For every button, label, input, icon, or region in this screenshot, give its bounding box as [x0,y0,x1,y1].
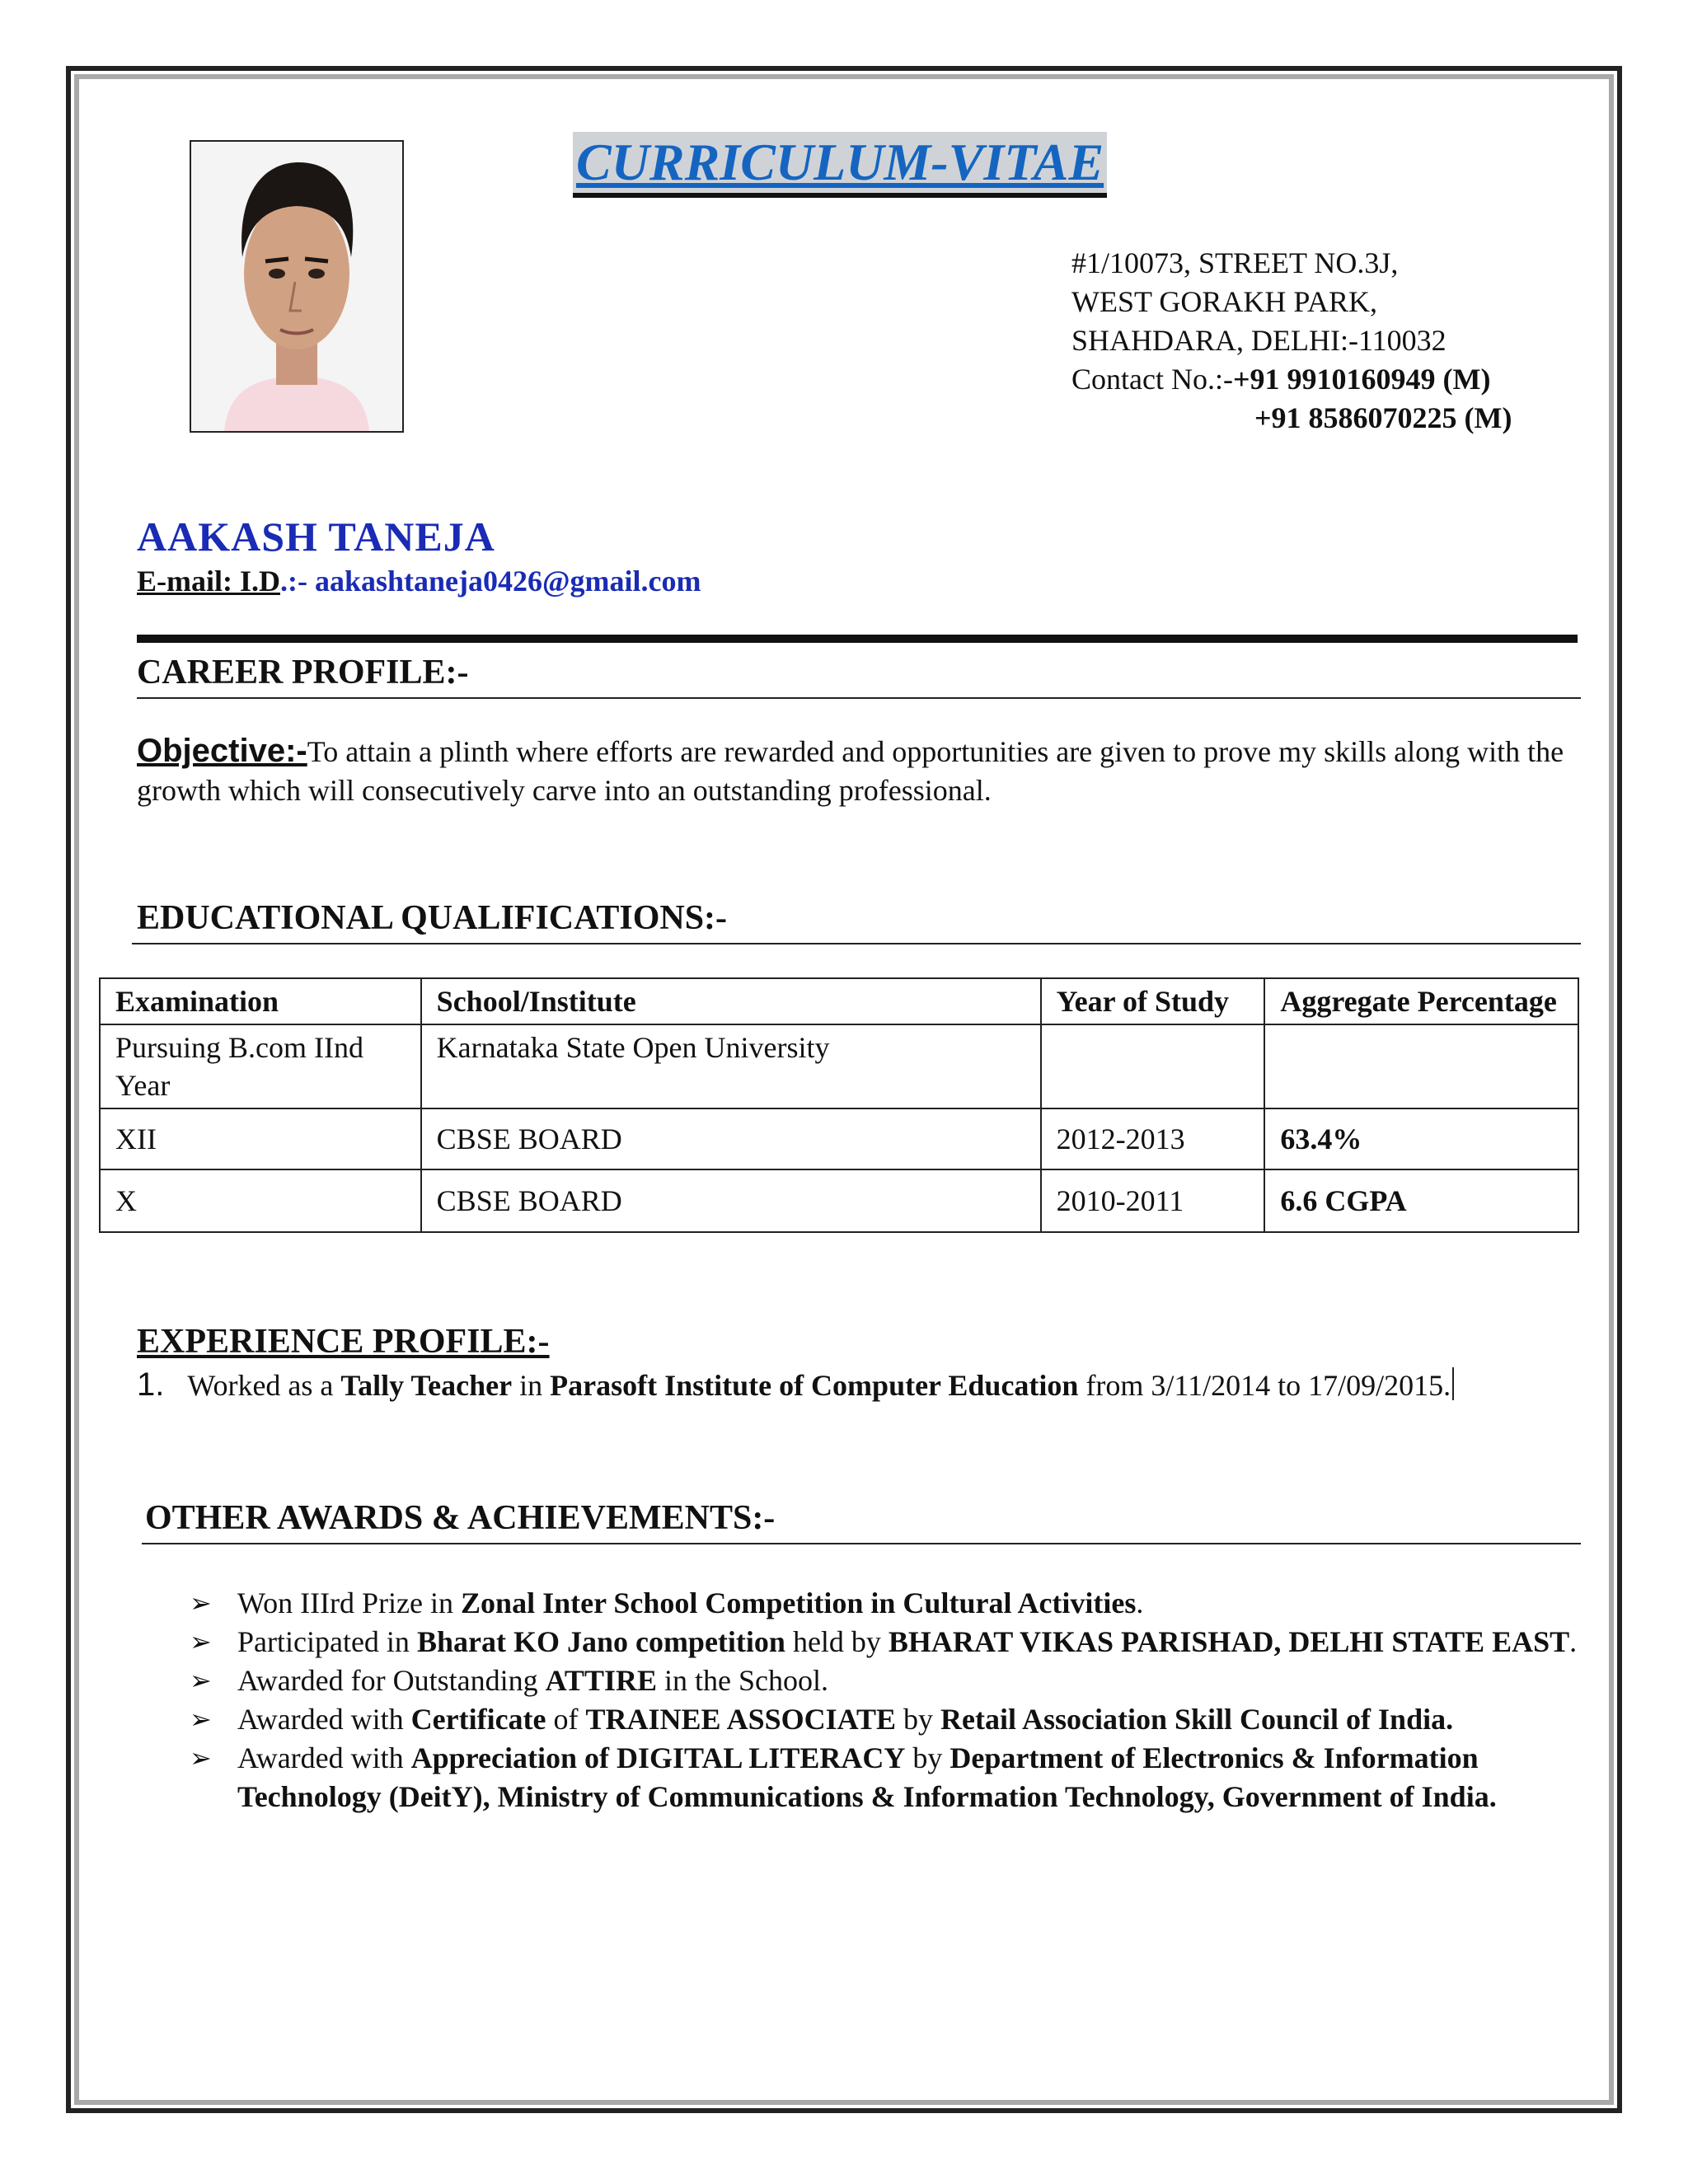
experience-role: Tally Teacher [340,1369,513,1402]
table-cell: 2010-2011 [1041,1169,1265,1232]
award-text: Awarded with [237,1703,411,1736]
divider [137,697,1581,699]
phone-number: +91 8586070225 (M) [1254,401,1512,434]
arrow-bullet-icon: ➢ [190,1742,212,1774]
contact-label: Contact No.:- [1071,363,1233,396]
table-header: Examination [100,978,421,1024]
candidate-name: AAKASH TANEJA [137,513,495,560]
objective [137,732,1587,810]
award-bold: Department of Electronics & Information Technology (DeitY), Ministry of Communications & Information Technology, Government of India. [237,1741,1497,1813]
phone-number: +91 9910160949 (M) [1232,363,1491,396]
award-bold: Appreciation of DIGITAL LITERACY [410,1741,906,1774]
experience-heading: EXPERIENCE PROFILE:- [137,1323,550,1361]
table-cell: 2012-2013 [1041,1108,1265,1169]
table-cell: 6.6 CGPA [1264,1169,1578,1232]
table-cell: XII [100,1108,421,1169]
table-cell: CBSE BOARD [421,1169,1041,1232]
career-heading: CAREER PROFILE:- [137,654,469,691]
text-cursor [1452,1367,1454,1400]
arrow-bullet-icon: ➢ [190,1626,212,1657]
award-text: by [895,1703,940,1736]
email-address[interactable]: aakashtaneja0426@gmail.com [314,565,701,598]
list-number: 1. [137,1366,165,1403]
address-line: WEST GORAKH PARK, [1071,285,1378,318]
arrow-bullet-icon: ➢ [190,1587,212,1619]
table-cell: CBSE BOARD [421,1108,1041,1169]
table-cell: 63.4% [1264,1108,1578,1169]
award-bold: Certificate [410,1703,546,1736]
award-text: held by [785,1625,889,1658]
award-bold: Retail Association Skill Council of India. [940,1703,1454,1736]
arrow-bullet-icon: ➢ [190,1665,212,1696]
experience-text: in [512,1369,551,1402]
profile-photo [190,140,404,433]
table-cell [1041,1024,1265,1108]
address-line: #1/10073, STREET NO.3J, [1071,246,1399,279]
experience-org: Parasoft Institute of Computer Education [550,1369,1079,1402]
table-header: Year of Study [1041,978,1265,1024]
list-item [190,1661,1591,1700]
award-text: in the School. [656,1664,828,1697]
email-separator: .:- [280,565,315,598]
contact-line [1071,360,1512,399]
award-text: . [1569,1625,1578,1658]
divider [132,943,1581,944]
document-title: CURRICULUM-VITAE [573,132,1107,198]
address-block [1071,244,1512,438]
award-text: by [905,1741,950,1774]
experience-item [137,1366,1454,1404]
awards-list [190,1584,1591,1816]
table-header-row [100,978,1578,1024]
award-text: Won IIIrd Prize in [237,1586,462,1619]
table-cell [1264,1024,1578,1108]
divider [137,635,1578,643]
list-item [190,1700,1591,1739]
table-cell: Pursuing B.com IInd Year [100,1024,421,1108]
list-item [190,1623,1591,1661]
table-row [100,1169,1578,1232]
table-header: Aggregate Percentage [1264,978,1578,1024]
divider [142,1543,1581,1544]
award-bold: BHARAT VIKAS PARISHAD, DELHI STATE EAST [888,1625,1570,1658]
address-line: SHAHDARA, DELHI:-110032 [1071,324,1447,357]
education-heading: EDUCATIONAL QUALIFICATIONS:- [137,899,728,937]
table-header: School/Institute [421,978,1041,1024]
education-table [99,977,1579,1233]
award-text: . [1136,1586,1144,1619]
table-row [100,1024,1578,1108]
objective-text: To attain a plinth where efforts are rewarded and opportunities are given to prove my skills along with the growth which will consecutively carve into an outstanding professional. [137,735,1564,807]
award-bold: Bharat KO Jano competition [416,1625,785,1658]
table-cell: Karnataka State Open University [421,1024,1041,1108]
award-bold: ATTIRE [545,1664,657,1697]
award-text: Awarded with [237,1741,411,1774]
person-portrait-icon [191,142,402,431]
award-text: Participated in [237,1625,417,1658]
award-bold: TRAINEE ASSOCIATE [585,1703,896,1736]
award-text: of [546,1703,586,1736]
table-row [100,1108,1578,1169]
award-text: Awarded for Outstanding [237,1664,546,1697]
email-label: E-mail: I.D [137,565,280,598]
experience-text: from 3/11/2014 to 17/09/2015. [1078,1369,1451,1402]
list-item [190,1739,1591,1816]
contact-line [1071,399,1512,438]
arrow-bullet-icon: ➢ [190,1704,212,1735]
awards-heading: OTHER AWARDS & ACHIEVEMENTS:- [145,1499,776,1537]
list-item [190,1584,1591,1623]
objective-label: Objective:- [137,733,307,769]
award-bold: Zonal Inter School Competition in Cultural Activities [461,1586,1137,1619]
experience-text: Worked as a [187,1369,341,1402]
email-line [137,564,701,598]
table-cell: X [100,1169,421,1232]
